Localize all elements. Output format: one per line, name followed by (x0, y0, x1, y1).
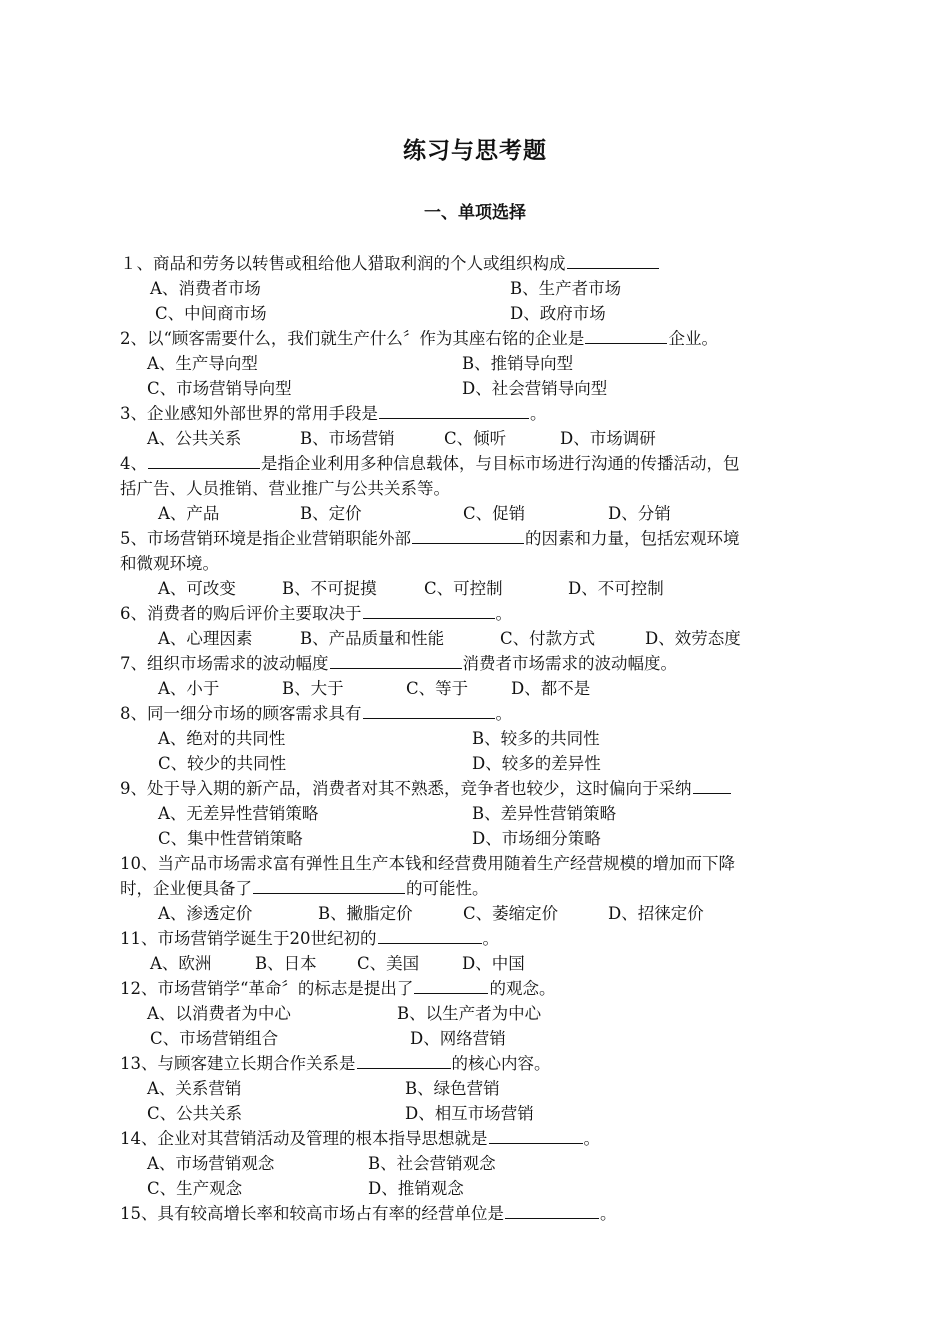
answer-blank (148, 451, 260, 469)
question-12-options-row1 (0, 1001, 950, 1026)
option-a: A、生产导向型 (147, 354, 258, 373)
question-8-stem (0, 701, 950, 726)
question-stem-text: 。 (600, 1204, 617, 1223)
question-stem-text: 2、以“顾客需要什么，我们就生产什么〞作为其座右铭的企业是 (120, 329, 585, 348)
option-d: D、推销观念 (368, 1179, 464, 1198)
question-stem-text: 时，企业便具备了 (120, 879, 252, 898)
question-1-options-row1 (0, 276, 950, 301)
question-stem-text: 6、消费者的购后评价主要取决于 (120, 604, 362, 623)
question-12-options-row2 (0, 1026, 950, 1051)
option-a: A、渗透定价 (158, 904, 253, 923)
option-c: C、公共关系 (147, 1104, 243, 1123)
option-c: C、集中性营销策略 (158, 829, 303, 848)
question-15-stem (0, 1201, 950, 1226)
option-c: C、生产观念 (147, 1179, 243, 1198)
question-stem-text: 的因素和力量，包括宏观环境 (525, 529, 740, 548)
option-a: A、市场营销观念 (147, 1154, 275, 1173)
option-a: A、小于 (158, 679, 220, 698)
option-b: B、社会营销观念 (368, 1154, 496, 1173)
answer-blank (253, 876, 405, 894)
question-stem-text: 5、市场营销环境是指企业营销职能外部 (120, 529, 411, 548)
question-9-options-row1 (0, 801, 950, 826)
answer-blank (357, 1051, 451, 1069)
question-5-options (0, 576, 950, 601)
answer-blank (363, 601, 495, 619)
question-10-options (0, 901, 950, 926)
option-d: D、网络营销 (410, 1029, 506, 1048)
question-stem-text: 12、市场营销学“革命〞的标志是提出了 (120, 979, 414, 998)
option-b: B、撇脂定价 (318, 904, 413, 923)
option-a: A、以消费者为中心 (147, 1004, 291, 1023)
option-c: C、萎缩定价 (463, 904, 559, 923)
option-d: D、中国 (462, 954, 525, 973)
question-1-options-row2 (0, 301, 950, 326)
option-b: B、推销导向型 (462, 354, 574, 373)
section-title: 一、单项选择 (424, 203, 526, 223)
answer-blank (330, 651, 462, 669)
question-10-stem (0, 851, 950, 876)
page-title: 练习与思考题 (403, 138, 547, 164)
question-stem-text: 。 (583, 1129, 600, 1148)
question-stem-text: 13、与顾客建立长期合作关系是 (120, 1054, 356, 1073)
option-b: B、较多的共同性 (472, 729, 600, 748)
option-d: D、市场细分策略 (472, 829, 601, 848)
question-8-options-row1 (0, 726, 950, 751)
question-4-stem (0, 451, 950, 476)
option-d: D、效劳态度 (645, 629, 741, 648)
option-b: B、生产者市场 (510, 279, 622, 298)
question-6-options (0, 626, 950, 651)
option-c: C、倾听 (444, 429, 507, 448)
question-3-stem (0, 401, 950, 426)
option-b: B、日本 (255, 954, 317, 973)
option-b: B、市场营销 (300, 429, 395, 448)
option-b: B、产品质量和性能 (300, 629, 445, 648)
question-9-options-row2 (0, 826, 950, 851)
question-13-stem (0, 1051, 950, 1076)
answer-blank (379, 401, 529, 419)
option-c: C、市场营销导向型 (147, 379, 292, 398)
question-5-stem (0, 526, 950, 551)
option-a: A、消费者市场 (150, 279, 261, 298)
option-d: D、分销 (608, 504, 671, 523)
question-7-options (0, 676, 950, 701)
answer-blank (363, 701, 495, 719)
option-d: D、招徕定价 (608, 904, 704, 923)
answer-blank (378, 926, 482, 944)
answer-blank (567, 251, 659, 269)
question-stem-text: 。 (482, 929, 499, 948)
question-stem-text: 9、处于导入期的新产品，消费者对其不熟悉，竞争者也较少，这时偏向于采纳 (120, 779, 692, 798)
option-b: B、定价 (300, 504, 362, 523)
question-7-stem (0, 651, 950, 676)
question-3-options (0, 426, 950, 451)
option-a: A、无差异性营销策略 (158, 804, 319, 823)
question-stem-text: 4、 (120, 454, 147, 473)
question-2-options-row1 (0, 351, 950, 376)
question-2-stem (0, 326, 950, 351)
option-d: D、较多的差异性 (472, 754, 601, 773)
option-c: C、较少的共同性 (158, 754, 287, 773)
question-4-options (0, 501, 950, 526)
question-4-stem-line2 (0, 476, 950, 501)
option-a: A、关系营销 (147, 1079, 242, 1098)
option-a: A、公共关系 (147, 429, 242, 448)
option-d: D、都不是 (511, 679, 591, 698)
question-11-options (0, 951, 950, 976)
question-9-stem (0, 776, 950, 801)
option-a: A、绝对的共同性 (158, 729, 286, 748)
question-stem-text: 11、市场营销学诞生于20世纪初的 (120, 929, 377, 948)
option-d: D、市场调研 (560, 429, 656, 448)
question-5-stem-line2 (0, 551, 950, 576)
question-stem-text: 的核心内容。 (451, 1054, 551, 1073)
question-stem-text: 消费者市场需求的波动幅度。 (462, 654, 677, 673)
option-a: A、可改变 (158, 579, 236, 598)
question-12-stem (0, 976, 950, 1001)
question-13-options-row1 (0, 1076, 950, 1101)
option-b: B、大于 (282, 679, 344, 698)
answer-blank (414, 976, 488, 994)
option-c: C、美国 (357, 954, 420, 973)
question-stem-text: １、商品和劳务以转售或租给他人猎取利润的个人或组织构成 (120, 254, 566, 273)
question-stem-text: 是指企业利用多种信息载体，与目标市场进行沟通的传播活动，包 (261, 454, 740, 473)
answer-blank (585, 326, 667, 344)
question-stem-text: 和微观环境。 (120, 554, 219, 573)
option-d: D、社会营销导向型 (462, 379, 608, 398)
question-stem-text: 8、同一细分市场的顾客需求具有 (120, 704, 362, 723)
question-stem-text: 企业。 (668, 329, 718, 348)
option-d: D、相互市场营销 (405, 1104, 534, 1123)
option-b: B、以生产者为中心 (397, 1004, 542, 1023)
question-14-stem (0, 1126, 950, 1151)
option-b: B、绿色营销 (405, 1079, 500, 1098)
question-stem-text: 。 (495, 704, 512, 723)
question-1-stem (0, 251, 950, 276)
question-stem-text: 15、具有较高增长率和较高市场占有率的经营单位是 (120, 1204, 504, 1223)
answer-blank (489, 1126, 583, 1144)
option-a: A、欧洲 (150, 954, 212, 973)
option-c: C、中间商市场 (155, 304, 267, 323)
answer-blank (412, 526, 524, 544)
question-stem-text: 。 (495, 604, 512, 623)
option-c: C、等于 (406, 679, 469, 698)
option-d: D、不可控制 (568, 579, 664, 598)
option-a: A、心理因素 (158, 629, 253, 648)
question-10-stem-line2 (0, 876, 950, 901)
question-stem-text: 10、当产品市场需求富有弹性且生产本钱和经营费用随着生产经营规模的增加而下降 (120, 854, 735, 873)
option-c: C、市场营销组合 (150, 1029, 279, 1048)
option-d: D、政府市场 (510, 304, 606, 323)
answer-blank (693, 776, 731, 794)
option-b: B、差异性营销策略 (472, 804, 617, 823)
option-b: B、不可捉摸 (282, 579, 377, 598)
answer-blank (505, 1201, 599, 1219)
question-6-stem (0, 601, 950, 626)
question-stem-text: 。 (530, 404, 547, 423)
option-c: C、可控制 (424, 579, 503, 598)
question-stem-text: 7、组织市场需求的波动幅度 (120, 654, 329, 673)
question-stem-text: 的可能性。 (406, 879, 489, 898)
question-stem-text: 的观念。 (489, 979, 556, 998)
option-c: C、付款方式 (500, 629, 596, 648)
question-14-options-row2 (0, 1176, 950, 1201)
question-stem-text: 括广告、人员推销、营业推广与公共关系等。 (120, 479, 450, 498)
question-stem-text: 14、企业对其营销活动及管理的根本指导思想就是 (120, 1129, 488, 1148)
question-13-options-row2 (0, 1101, 950, 1126)
option-c: C、促销 (463, 504, 526, 523)
question-11-stem (0, 926, 950, 951)
question-2-options-row2 (0, 376, 950, 401)
option-a: A、产品 (158, 504, 220, 523)
question-stem-text: 3、企业感知外部世界的常用手段是 (120, 404, 378, 423)
question-8-options-row2 (0, 751, 950, 776)
question-14-options-row1 (0, 1151, 950, 1176)
